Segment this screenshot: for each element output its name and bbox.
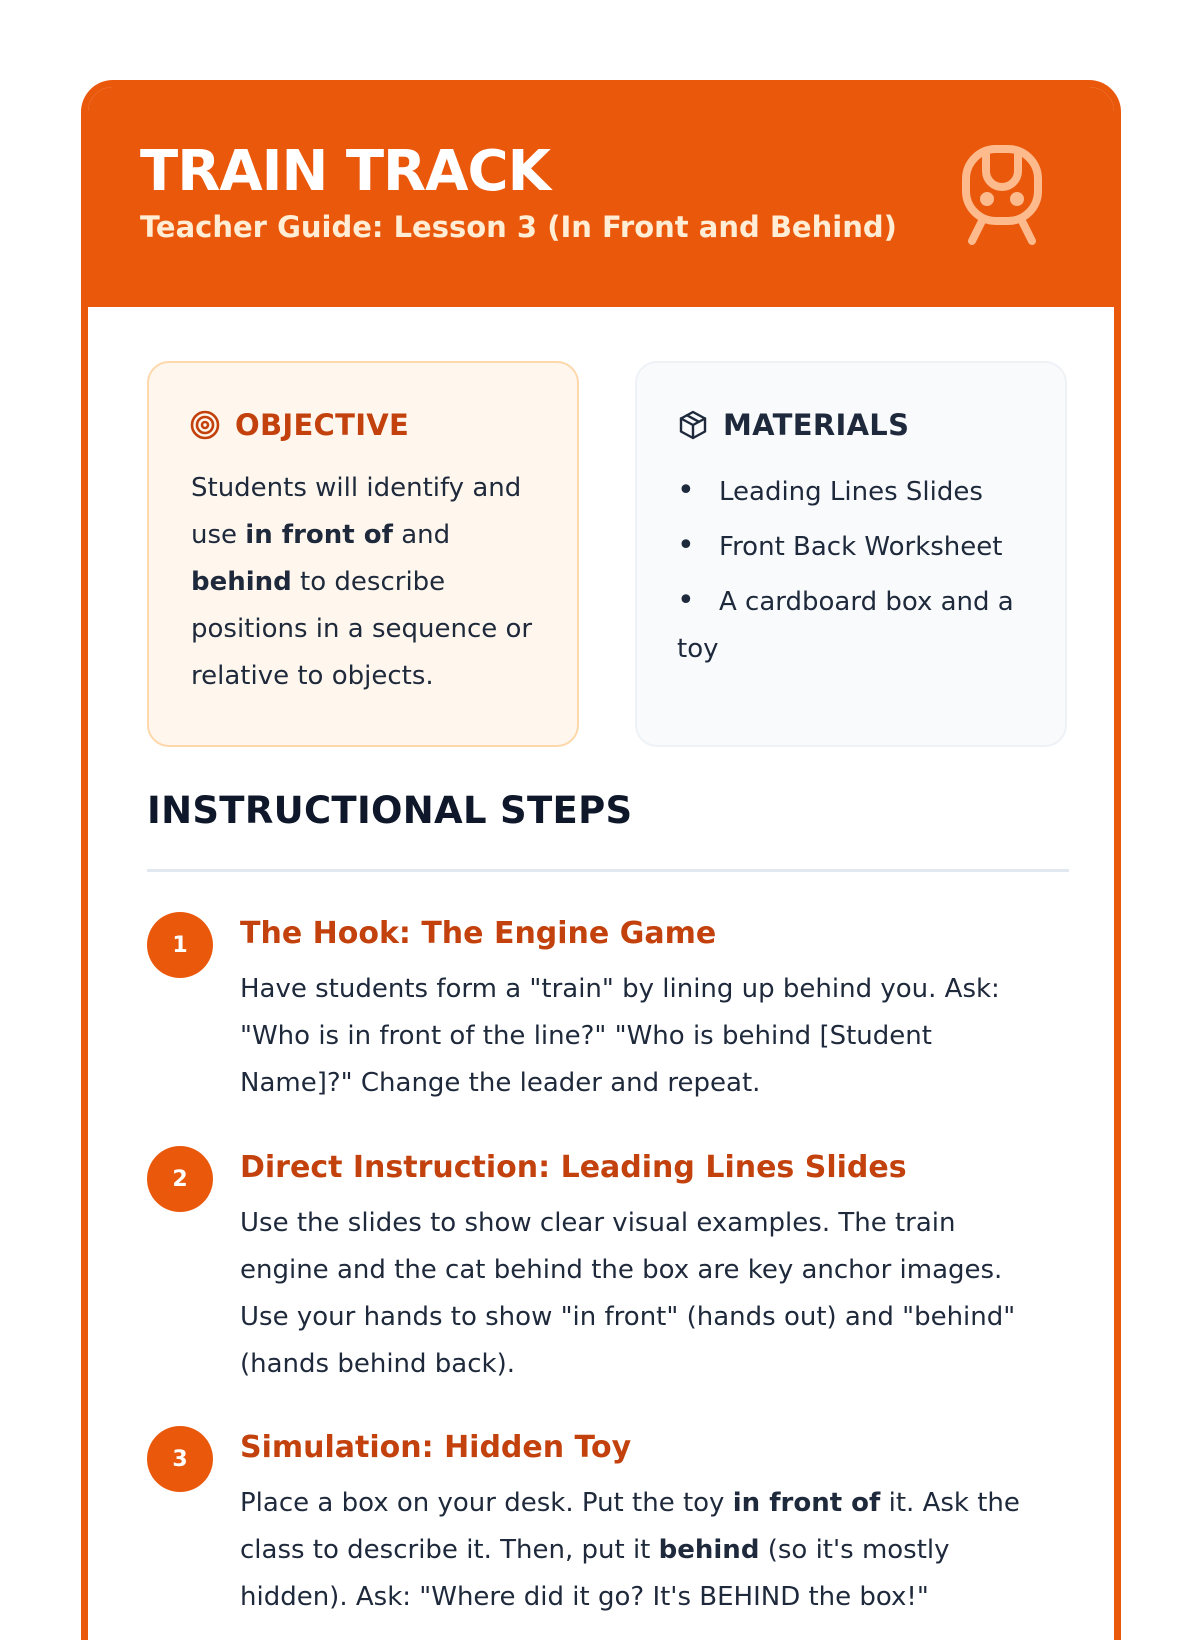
bullet [677,467,719,516]
materials-title: MATERIALS [723,408,910,442]
step-number: 1 [147,912,213,978]
objective-text-part: Students will identify and use [191,473,522,550]
step-title: Direct Instruction: Leading Lines Slides [240,1150,907,1185]
divider [147,869,1069,872]
step-text: Have students form a "train" by lining up behind you. Ask: "Who is in front of the line?" "Who is behind [Student Name]?" Change the leader and repeat. [240,974,1000,1098]
page-title: TRAIN TRACK [140,139,551,204]
objective-text-part: and [392,520,451,550]
step-title: Simulation: Hidden Toy [240,1430,632,1465]
step-title: The Hook: The Engine Game [240,916,717,951]
step-text-part: (so it's mostly hidden). Ask: "Where did it go? It's BEHIND the box!" [240,1535,950,1612]
materials-list [677,467,1047,679]
bullet [677,522,719,571]
list-item [677,577,1047,673]
objective-heading [189,405,409,445]
materials-heading [677,405,909,445]
objective-bold-term: in front of [245,520,393,550]
objective-title: OBJECTIVE [235,408,410,442]
section-title: INSTRUCTIONAL STEPS [147,789,633,832]
target-icon [189,409,221,441]
materials-box [635,361,1067,747]
step-text-part: Place a box on your desk. Put the toy [240,1488,733,1518]
train-icon [960,143,1044,247]
list-item [677,467,1047,516]
step-bold-term: in front of [732,1488,881,1518]
bullet [677,577,719,626]
page-subtitle: Teacher Guide: Lesson 3 (In Front and Behind) [140,210,897,244]
step-number: 2 [147,1146,213,1212]
step-text: Use the slides to show clear visual examples. The train engine and the cat behind the box are key anchor images. Use your hands to show "in front" (hands out) and "behind" (hands behind back). [240,1208,1016,1379]
step-bold-term: behind [658,1535,760,1565]
list-item-label: A cardboard box and a toy [677,587,1014,664]
list-item-label: Front Back Worksheet [719,532,1003,562]
objective-box [147,361,579,747]
objective-bold-term: behind [191,567,292,597]
lesson-card [81,80,1121,1640]
list-item [677,522,1047,571]
list-item-label: Leading Lines Slides [719,477,983,507]
step-number: 3 [147,1426,213,1492]
objective-text [191,465,556,700]
card-header [88,87,1114,307]
objective-text-part: to describe positions in a sequence or relative to objects. [191,567,533,691]
step-text-part: it. Ask the class to describe it. Then, put it [240,1488,1020,1565]
box-icon [677,409,709,441]
